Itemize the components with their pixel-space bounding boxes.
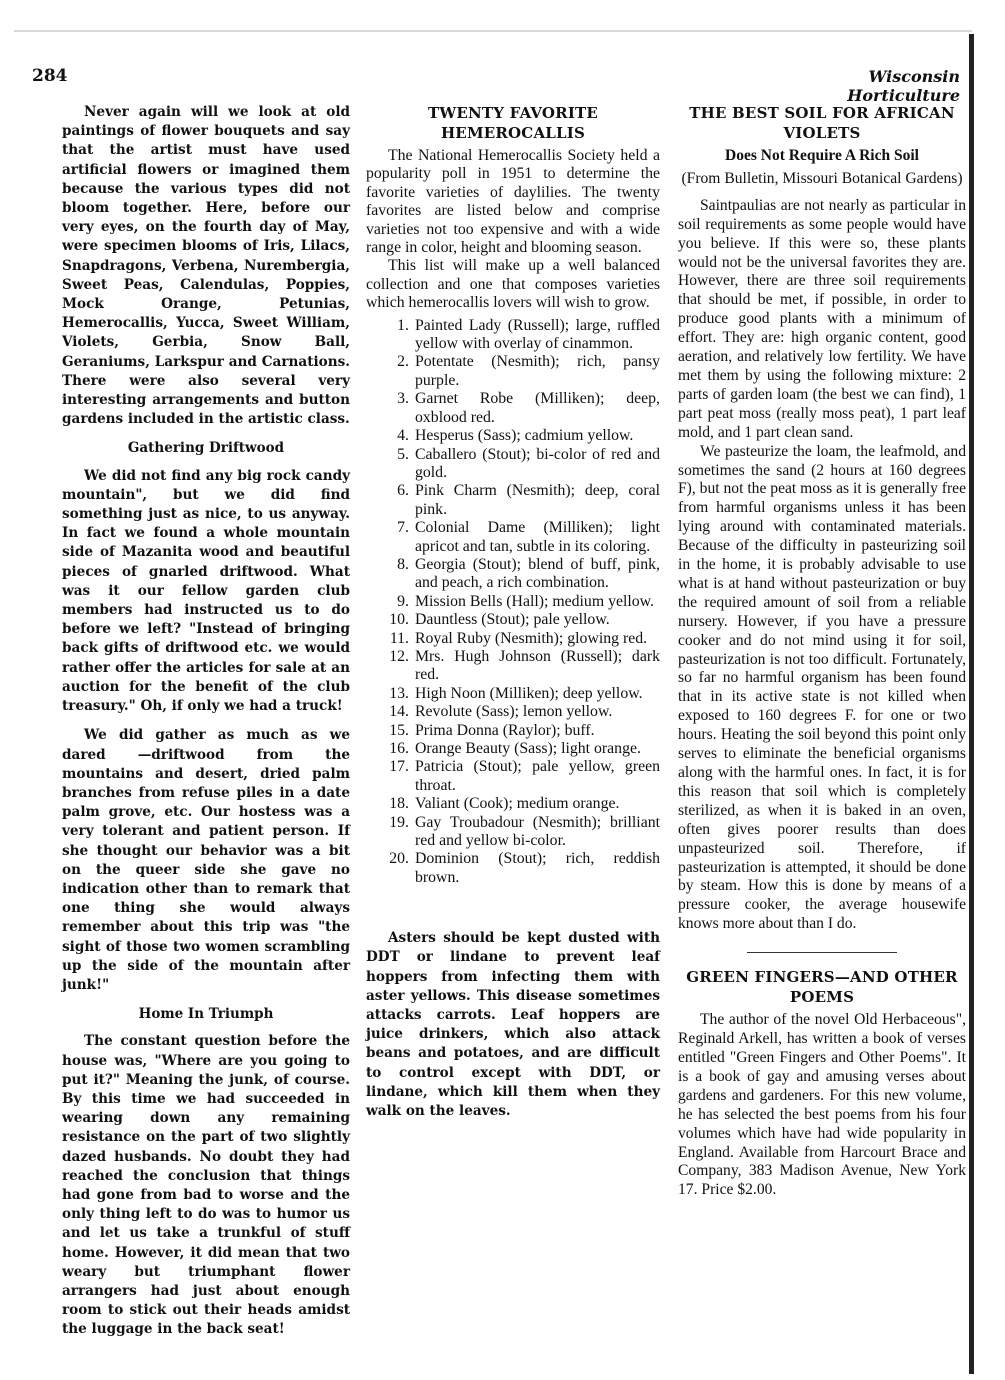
right-edge-rule — [969, 34, 974, 1374]
column-middle — [366, 103, 660, 1121]
list-item: 16. Orange Beauty (Sass); light orange. — [389, 740, 641, 757]
list-item: 4. Hesperus (Sass); cadmium yellow. — [397, 427, 634, 445]
paragraph: Asters should be kept dusted with DDT or lindane to prevent leaf hoppers from infecting them with aster yellows. This disease sometimes attacks carrots. Leaf hoppers are juice drinkers, which also attack beans and potatoes, and are difficult to control except with DDT, or lindane, which kill them when they walk on the leaves. — [366, 930, 660, 1120]
paragraph: This list will make up a well balanced collection and one that composes varieties which hemerocallis lovers will wish to grow. — [366, 257, 660, 312]
section-heading: Gathering Driftwood — [127, 440, 285, 457]
paragraph: The National Hemerocallis Society held a popularity poll in 1951 to determine the favorite varieties of daylilies. The twenty favorites are listed below and comprise varieties not too expensive and with a wide range in color, height and blooming season. — [366, 147, 660, 257]
list-item: 8. Georgia (Stout); blend of buff, pink, and peach, a rich combination. — [397, 555, 660, 592]
paragraph: We pasteurize the loam, the leafmold, and sometimes the sand (2 hours at 160 degrees F), but not the peat moss as it is generally free from harmful organisms unless it has been lying around with contaminated materials. Because of the difficulty in pasteurizing soil in the home, it is probably advisable to use what is at hand without pasteurization or buy the required amount of soil from a reliable nursery. However, if you have a pressure cooker and do not mind using it for soil, pasteurization is not too difficult. Fortunately, so far no harmful organism has been found that in its active state is not killed when exposed to 160 degrees F. for one or two hours. Heating the soil beyond this point only serves to eliminate the beneficial organisms along with the harmful ones. In fact, it is for this reason that soil which is completely sterilized, as when it is baked in an oven, often gives poorer results than does unpasteurized soil. Therefore, if pasteurization is attempted, it should be done by steam. How this is done by means of a pressure cooker, the average housewife knows more about than I do. — [678, 442, 966, 933]
paragraph: Saintpaulias are not nearly as particular in soil requirements as some people would have you believe. If this were so, these plants would not be the universal favorites they are. However, there are three soil requirements that should be met, if possible, in order to produce good plants with a minimum of effort. They are: high organic content, good aeration, and relatively low fertility. We have met them by using the following mixture: 2 parts of garden loam (the best we can find), 1 part peat moss (really moss peat), 1 part leaf mold, and 1 part clean sand. — [678, 196, 966, 441]
list-item: 2. Potentate (Nesmith); rich, pansy purple. — [397, 353, 660, 389]
top-edge-rule — [14, 30, 972, 32]
section-divider — [747, 952, 897, 953]
list-item: 10. Dauntless (Stout); pale yellow. — [389, 611, 610, 629]
list-item: 6. Pink Charm (Nesmith); deep, coral pink. — [397, 482, 660, 518]
list-item: 5. Caballero (Stout); bi-color of red and gold. — [397, 445, 660, 481]
paragraph: We did not find any big rock candy mountain", but we did find something just as nice, to us anyway. In fact we found a whole mountain side of Mazanita wood and beautiful pieces of gnarled driftwood. What was it our fellow garden club members had instructed us to do before we left? "Instead of bringing back gifts of driftwood etc. we would rather offer the articles for sale at an auction for the benefit of the club treasury." Oh, if only we had a truck! — [62, 467, 350, 715]
list-item: 3. Garnet Robe (Milliken); deep, oxblood red. — [397, 390, 660, 426]
paragraph: We did gather as much as we dared —driftwood from the mountains and desert, dried palm branches from refuse piles in a date palm grove, etc. Our hostess was a very tolerant and patient person. If she thought our behavior was a bit on the queer side she gave no indication other than to remark that one thing she would always remember about this trip was "the sight of those two women scrambling up the side of the mountain after junk!" — [62, 727, 350, 993]
journal-name: Wisconsin Horticulture — [847, 67, 960, 105]
list-item: 13. High Noon (Milliken); deep yellow. — [389, 684, 643, 702]
column-left — [62, 103, 350, 1350]
list-item: 18. Valiant (Cook); medium orange. — [389, 795, 620, 813]
paragraph: The author of the novel Old Herbaceous", Reginald Arkell, has written a book of verses entitled "Green Fingers and Other Poems". It is a book of gay and amusing verses about gardens and gardeners. For this new volume, he has selected the best poems from his four volumes which have had wide popularity in England. Available from Harcourt Brace and Company, 383 Madison Avenue, New York 17. Price $2.00. — [678, 1011, 966, 1199]
article-title: GREEN FINGERS—AND OTHER POEMS — [686, 968, 958, 1007]
list-item: 12. Mrs. Hugh Johnson (Russell); dark red. — [389, 647, 660, 684]
list-item: 9. Mission Bells (Hall); medium yellow. — [397, 592, 654, 610]
list-item: 7. Colonial Dame (Milliken); light apricot and tan, subtle in its coloring. — [397, 519, 660, 555]
list-item: 17. Patricia (Stout); pale yellow, green throat. — [389, 758, 660, 794]
article-title: THE BEST SOIL FOR AFRICAN VIOLETS — [689, 104, 955, 142]
list-item: 20. Dominion (Stout); rich, reddish brown. — [389, 850, 660, 886]
list-item: 1. Painted Lady (Russell); large, ruffled yellow with overlay of cinammon. — [397, 316, 660, 353]
paragraph: Never again will we look at old paintings of flower bouquets and say that the artist must have used artificial flowers or imagined them because the various types did not bloom together. Here, before our very eyes, on the fourth day of May, were specimen blooms of Iris, Lilacs, Snapdragons, Verbena, Nurembergia, Sweet Peas, Calendulas, Poppies, Mock Orange, Petunias, Hemerocallis, Yucca, Sweet William, Violets, Gerbia, Snow Ball, Geraniums, Larkspur and Carnations. There were also several very interesting arrangements and button gardens included in the artistic class. — [62, 104, 350, 428]
list-item: 14. Revolute (Sass); lemon yellow. — [389, 703, 613, 721]
paragraph: The constant question before the house was, "Where are you going to put it?" Meaning the junk, of course. By this time we had succeeded in wearing down any remaining resistance on the part of two slightly dazed husbands. No doubt they had reached the conclusion that things had gone from bad to worse and the only thing left to do was to humor us and let us take a trunkful of stuff home. However, it did mean that two weary but triumphant flower arrangers had just about enough room to stick out their heads amidst the luggage in the back seat! — [62, 1033, 350, 1338]
article-title: TWENTY FAVORITE HEMEROCALLIS — [427, 104, 599, 142]
list-item: 11. Royal Ruby (Nesmith); glowing red. — [389, 629, 648, 647]
favorites-list — [366, 317, 660, 888]
section-heading: Home In Triumph — [138, 1006, 274, 1023]
list-item: 15. Prima Donna (Raylor); buff. — [389, 721, 595, 739]
column-right — [678, 103, 966, 1200]
list-item: 19. Gay Troubadour (Nesmith); brilliant red and yellow bi-color. — [389, 813, 660, 850]
article-subtitle: Does Not Require A Rich Soil — [725, 147, 919, 164]
page-number: 284 — [32, 66, 68, 86]
asters-note — [366, 929, 660, 1121]
article-source: (From Bulletin, Missouri Botanical Gardens) — [681, 169, 963, 187]
